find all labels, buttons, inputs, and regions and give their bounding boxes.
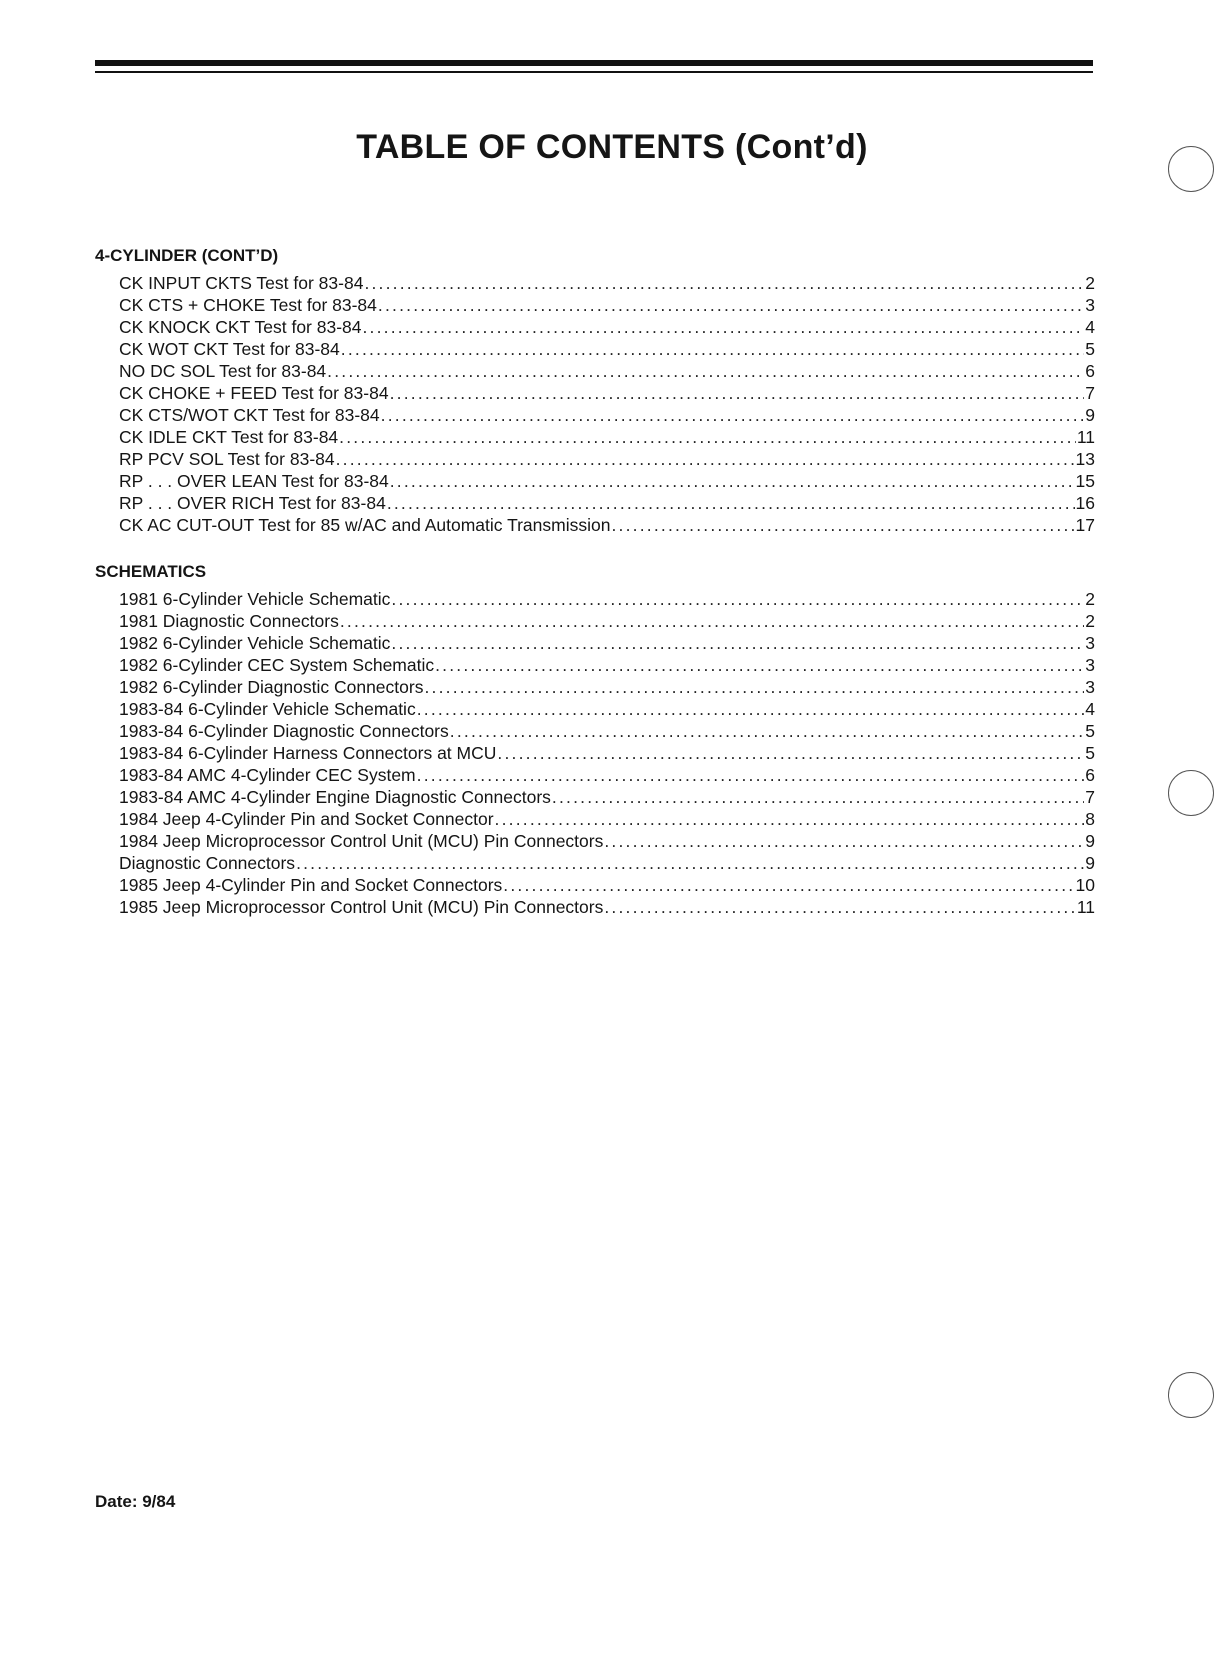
- dot-leader: [387, 492, 1075, 514]
- toc-entry: [119, 786, 1095, 808]
- toc-entry-label: Diagnostic Connectors: [119, 853, 296, 873]
- toc-entry-label: 1983-84 6-Cylinder Vehicle Schematic: [119, 699, 416, 719]
- toc-entry: [119, 742, 1095, 764]
- dot-leader: [552, 786, 1084, 808]
- toc-entry-label: RP . . . OVER LEAN Test for 83-84: [119, 471, 389, 491]
- toc-entry-label: 1981 Diagnostic Connectors: [119, 611, 339, 631]
- toc-entry-label: RP . . . OVER RICH Test for 83-84: [119, 493, 386, 513]
- header-rule-thin: [95, 71, 1093, 73]
- dot-leader: [417, 698, 1085, 720]
- toc-entry-page: 3: [1085, 677, 1095, 697]
- toc-entry-page: 9: [1085, 831, 1095, 851]
- toc-entry: [119, 448, 1095, 470]
- toc-entry-page: 2: [1085, 589, 1095, 609]
- toc-entry-label: CK CTS/WOT CKT Test for 83-84: [119, 405, 380, 425]
- dot-leader: [390, 382, 1085, 404]
- toc-entry-label: CK IDLE CKT Test for 83-84: [119, 427, 339, 447]
- toc-entry-label: 1984 Jeep Microprocessor Control Unit (MCU) Pin Connectors: [119, 831, 604, 851]
- toc-entry-label: 1982 6-Cylinder CEC System Schematic: [119, 655, 435, 675]
- dot-leader: [391, 632, 1084, 654]
- toc-entry-page: 2: [1085, 273, 1095, 293]
- toc-entry-page: 3: [1085, 633, 1095, 653]
- toc-entry-label: 1982 6-Cylinder Vehicle Schematic: [119, 633, 391, 653]
- toc-entry-page: 6: [1085, 361, 1095, 381]
- section-schematics: [95, 562, 1095, 918]
- toc-entry-label: 1983-84 AMC 4-Cylinder CEC System: [119, 765, 416, 785]
- section-4-cylinder: [95, 246, 1095, 536]
- toc-entry-label: CK CHOKE + FEED Test for 83-84: [119, 383, 389, 403]
- punch-hole-bottom: [1168, 1372, 1214, 1418]
- toc-entry: [119, 654, 1095, 676]
- toc-entry-page: 10: [1075, 875, 1095, 895]
- toc-entry-label: RP PCV SOL Test for 83-84: [119, 449, 335, 469]
- toc-entry: [119, 896, 1095, 918]
- toc-entry-page: 5: [1085, 339, 1095, 359]
- toc-entry: [119, 492, 1095, 514]
- toc-entry: [119, 588, 1095, 610]
- toc-entry: [119, 338, 1095, 360]
- punch-hole-middle: [1168, 770, 1214, 816]
- toc-entry-page: 3: [1085, 655, 1095, 675]
- section-heading: 4-CYLINDER (CONT’D): [95, 246, 279, 265]
- toc-entry-page: 16: [1075, 493, 1095, 513]
- toc-entry: [119, 676, 1095, 698]
- toc-entry-label: 1983-84 AMC 4-Cylinder Engine Diagnostic Connectors: [119, 787, 551, 807]
- toc-entry-label: 1984 Jeep 4-Cylinder Pin and Socket Connector: [119, 809, 494, 829]
- toc-entry: [119, 874, 1095, 896]
- toc-entry-label: 1983-84 6-Cylinder Harness Connectors at MCU: [119, 743, 497, 763]
- toc-entry-page: 5: [1085, 721, 1095, 741]
- dot-leader: [604, 896, 1075, 918]
- toc-entry-label: NO DC SOL Test for 83-84: [119, 361, 327, 381]
- toc-entry-page: 7: [1085, 787, 1095, 807]
- toc-entry-page: 11: [1076, 897, 1095, 917]
- toc-entry: [119, 360, 1095, 382]
- dot-leader: [336, 448, 1075, 470]
- dot-leader: [339, 426, 1076, 448]
- dot-leader: [450, 720, 1085, 742]
- toc-entry-label: CK INPUT CKTS Test for 83-84: [119, 273, 364, 293]
- section-heading: SCHEMATICS: [95, 562, 207, 581]
- dot-leader: [381, 404, 1085, 426]
- toc-entry-page: 4: [1085, 699, 1095, 719]
- dot-leader: [495, 808, 1085, 830]
- toc-entry-label: 1985 Jeep Microprocessor Control Unit (MCU) Pin Connectors: [119, 897, 604, 917]
- toc-entry-label: 1981 6-Cylinder Vehicle Schematic: [119, 589, 391, 609]
- toc-entry-label: CK AC CUT-OUT Test for 85 w/AC and Automatic Transmission: [119, 515, 611, 535]
- toc-entry-label: 1983-84 6-Cylinder Diagnostic Connectors: [119, 721, 449, 741]
- dot-leader: [327, 360, 1084, 382]
- toc-entry-label: CK WOT CKT Test for 83-84: [119, 339, 340, 359]
- dot-leader: [435, 654, 1084, 676]
- toc-entry: [119, 632, 1095, 654]
- toc-entry-page: 9: [1085, 853, 1095, 873]
- toc-entry: [119, 382, 1095, 404]
- toc-entry: [119, 720, 1095, 742]
- dot-leader: [417, 764, 1085, 786]
- dot-leader: [296, 852, 1084, 874]
- dot-leader: [363, 316, 1085, 338]
- toc-entry-page: 8: [1085, 809, 1095, 829]
- dot-leader: [497, 742, 1084, 764]
- toc-entry: [119, 272, 1095, 294]
- toc-entry-page: 11: [1076, 427, 1095, 447]
- toc-entry-page: 15: [1075, 471, 1095, 491]
- toc-entry: [119, 404, 1095, 426]
- footer-date: Date: 9/84: [95, 1492, 176, 1511]
- toc-entry: [119, 470, 1095, 492]
- toc-entry-label: 1982 6-Cylinder Diagnostic Connectors: [119, 677, 424, 697]
- dot-leader: [341, 338, 1084, 360]
- toc-entry: [119, 610, 1095, 632]
- dot-leader: [364, 272, 1084, 294]
- toc-entry-page: 5: [1085, 743, 1095, 763]
- toc-entry-page: 3: [1085, 295, 1095, 315]
- toc-entry: [119, 426, 1095, 448]
- dot-leader: [390, 470, 1075, 492]
- toc-entry: [119, 514, 1095, 536]
- toc-entry: [119, 852, 1095, 874]
- toc-entry-page: 9: [1085, 405, 1095, 425]
- dot-leader: [503, 874, 1074, 896]
- dot-leader: [378, 294, 1084, 316]
- toc-entry-page: 2: [1085, 611, 1095, 631]
- dot-leader: [611, 514, 1074, 536]
- toc-entry-page: 13: [1075, 449, 1095, 469]
- toc-entry: [119, 698, 1095, 720]
- dot-leader: [604, 830, 1084, 852]
- toc-entry-label: 1985 Jeep 4-Cylinder Pin and Socket Connectors: [119, 875, 503, 895]
- toc-entry: [119, 830, 1095, 852]
- dot-leader: [391, 588, 1084, 610]
- page-title: TABLE OF CONTENTS (Cont’d): [356, 128, 868, 166]
- toc-entry-page: 4: [1085, 317, 1095, 337]
- punch-hole-top: [1168, 146, 1214, 192]
- header-rule-thick: [95, 60, 1093, 66]
- toc-entry-label: CK CTS + CHOKE Test for 83-84: [119, 295, 377, 315]
- toc-entry: [119, 294, 1095, 316]
- toc-entry-page: 6: [1085, 765, 1095, 785]
- toc-entry-label: CK KNOCK CKT Test for 83-84: [119, 317, 362, 337]
- toc-entry: [119, 316, 1095, 338]
- dot-leader: [424, 676, 1084, 698]
- toc-entry-page: 17: [1075, 515, 1095, 535]
- toc-entry-page: 7: [1085, 383, 1095, 403]
- dot-leader: [340, 610, 1084, 632]
- toc-entry: [119, 764, 1095, 786]
- toc-entry: [119, 808, 1095, 830]
